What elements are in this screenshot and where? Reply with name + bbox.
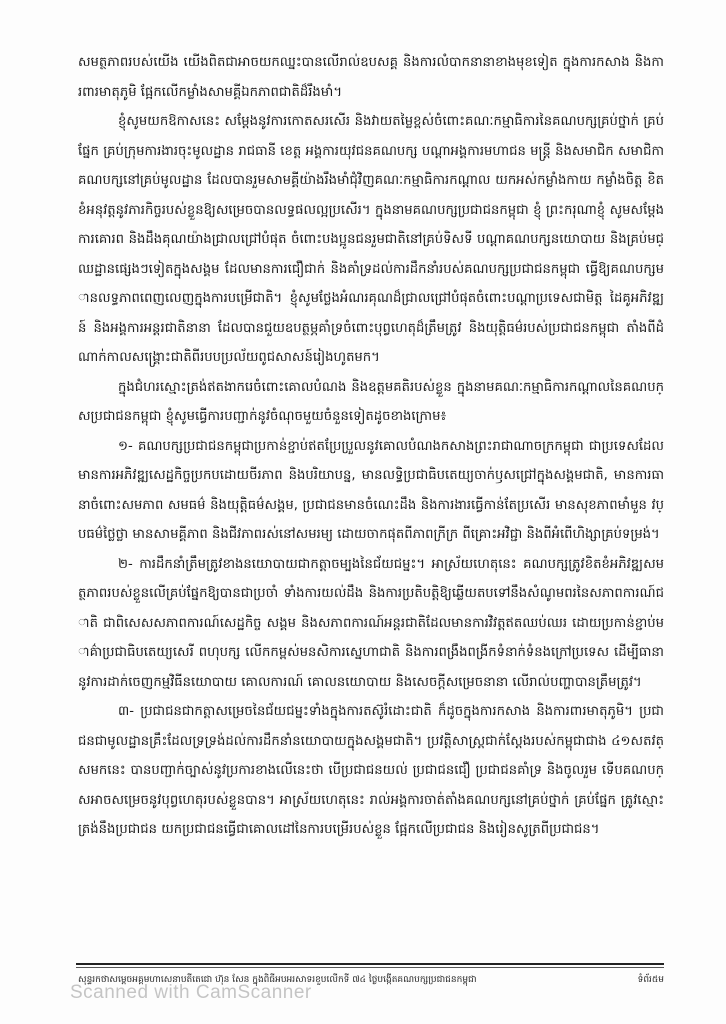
paragraph-acknowledgement: ខ្ញុំសូមយកឱកាសនេះ សម្តែងនូវការកោតសរសើរ និងវាយតម្លៃខ្ពស់ចំពោះគណៈកម្មាធិការនៃគណបក្សគ្រប់ថ្នាក់ គ្រប់ផ្នែក គ្រប់ក្រុមការងារចុះមូលដ្ឋាន រាជធានី ខេត្ត អង្គការយុវជនគណបក្ស បណ្តាអង្គការមហាជន មន្ត្រី និងសមាជិក សមាជិកាគណបក្សនៅគ្រប់មូលដ្ឋាន ដែលបានរួមសាមគ្គីយ៉ាងរឹងមាំជុំវិញគណៈកម្មាធិការកណ្តាល យកអស់កម្លាំងកាយ កម្លាំងចិត្ត ខិតខំអនុវត្តនូវភារកិច្ចរបស់ខ្លួនឱ្យសម្រេចបានលទ្ធផលល្អប្រសើរ។ ក្នុងនាមគណបក្សប្រជាជនកម្ពុជា ខ្ញុំ ព្រះករុណាខ្ញុំ សូមសម្តែងការគោរព និងដឹងគុណយ៉ាងជ្រាលជ្រៅបំផុត ចំពោះបងប្អូនជនរួមជាតិនៅគ្រប់ទិសទី បណ្តាគណបក្សនយោបាយ និងគ្រប់មជ្ឈដ្ឋានផ្សេងៗទៀតក្នុងសង្គម ដែលមានការជឿជាក់ និងគាំទ្រដល់ការដឹកនាំរបស់គណបក្សប្រជាជនកម្ពុជា ធ្វើឱ្យគណបក្សមានលទ្ធភាពពេញលេញក្នុងការបម្រើជាតិ។ ខ្ញុំសូមថ្លែងអំណរគុណដ៏ជ្រាលជ្រៅបំផុតចំពោះបណ្តាប្រទេសជាមិត្ត ដៃគូអភិវឌ្ឍន៍ និងអង្គការអន្តរជាតិនានា ដែលបានជួយឧបត្ថម្ភគាំទ្រចំពោះបុព្វហេតុដ៏ត្រឹមត្រូវ និងយុត្តិធម៌របស់ប្រជាជនកម្ពុជា តាំងពីដំណាក់កាលសង្គ្រោះជាតិពីរបបប្រល័យពូជសាសន៍រៀងហូតមក។ — [78, 114, 664, 365]
footer-text: សុន្ទរកថាសម្តេចអគ្គមហាសេនាបតីតេជោ ហ៊ុន សែន ក្នុងពិធីអបអរសាទរខួបលើកទី ៧៤ ថ្ងៃបង្កើតគណបក្សប្រជាជនកម្ពុជា — [78, 975, 477, 985]
document-body — [78, 48, 664, 845]
paragraph-point-1: ១- គណបក្សប្រជាជនកម្ពុជាប្រកាន់ខ្ជាប់ឥតប្រែប្រួលនូវគោលបំណងកសាងព្រះរាជាណាចក្រកម្ពុជា ជាប្រទេសដែលមានការអភិវឌ្ឍសេដ្ឋកិច្ចប្រកបដោយចីរភាព និងបរិយាបន្ន, មានលទ្ធិប្រជាធិបតេយ្យចាក់ឫសជ្រៅក្នុងសង្គមជាតិ, មានការធានាចំពោះសមភាព សមធម៌ និងយុត្តិធម៌សង្គម, ប្រជាជនមានចំណេះដឹង និងការងារធ្វើកាន់តែប្រសើរ មានសុខភាពមាំមួន វប្បធម៌ថ្លៃថ្លា មានសាមគ្គីភាព និងជីវភាពរស់នៅសមរម្យ ដោយចាកផុតពីភាពក្រីក្រ ពីគ្រោះអវិជ្ជា និងពីអំពើហិង្សាគ្រប់ទម្រង់។ — [78, 438, 664, 542]
paragraph-point-3: ៣- ប្រជាជនជាកត្តាសម្រេចនៃជ័យជម្នះទាំងក្នុងការតស៊ូរំដោះជាតិ ក៏ដូចក្នុងការកសាង និងការពារមាតុភូមិ។ ប្រជាជនជាមូលដ្ឋានគ្រឹះដែលទ្រទ្រង់ដល់ការដឹកនាំនយោបាយក្នុងសង្គមជាតិ។ ប្រវត្តិសាស្ត្រជាក់ស្តែងរបស់កម្ពុជាជាង ៤១សតវត្សមកនេះ បានបញ្ជាក់ច្បាស់នូវប្រការខាងលើនេះថា បើប្រជាជនយល់ ប្រជាជនជឿ ប្រជាជនគាំទ្រ និងចូលរួម ទើបគណបក្សអាចសម្រេចនូវបុព្វហេតុរបស់ខ្លួនបាន។ អាស្រ័យហេតុនេះ រាល់អង្គការចាត់តាំងគណបក្សនៅគ្រប់ថ្នាក់ គ្រប់ផ្នែក ត្រូវស្មោះត្រង់នឹងប្រជាជន យកប្រជាជនធ្វើជាគោលដៅនៃការបម្រើរបស់ខ្លួន ផ្អែកលើប្រជាជន និងរៀនសូត្រពីប្រជាជន។ — [78, 704, 664, 837]
footer-divider-thin — [76, 967, 664, 968]
paragraph-point-2: ២- ការដឹកនាំត្រឹមត្រូវខាងនយោបាយជាកត្តាចម្បងនៃជ័យជម្នះ។ អាស្រ័យហេតុនេះ គណបក្សត្រូវខិតខំអភិវឌ្ឍសមត្ថភាពរបស់ខ្លួនលើគ្រប់ផ្នែកឱ្យបានជាប្រចាំ ទាំងការយល់ដឹង និងការប្រតិបត្តិឱ្យឆ្លើយតបទៅនឹងសំណូមពរនៃសភាពការណ៍ជាតិ ជាពិសេសសភាពការណ៍សេដ្ឋកិច្ច សង្គម និងសភាពការណ៍អន្តរជាតិដែលមានការវិវត្តឥតឈប់ឈរ ដោយប្រកាន់ខ្ជាប់មាគ៌ាប្រជាធិបតេយ្យសេរី ពហុបក្ស លើកកម្ពស់មនសិការស្នេហាជាតិ និងការពង្រឹងពង្រីកទំនាក់ទំនងក្រៅប្រទេស ដើម្បីធានានូវការដាក់ចេញកម្មវិធីនយោបាយ គោលការណ៍ គោលនយោបាយ និងសេចក្តីសម្រេចនានា លើរាល់បញ្ហាបានត្រឹមត្រូវ។ — [78, 556, 664, 690]
paragraph-continuation: សមត្ថភាពរបស់យើង យើងពិតជាអាចយកឈ្នះបានលើរាល់ឧបសគ្គ និងការលំបាកនានាខាងមុខទៀត ក្នុងការកសាង និងការពារមាតុភូមិ ផ្អែកលើកម្លាំងសាមគ្គីឯកភាពជាតិដ៏រឹងមាំ។ — [78, 55, 664, 100]
paragraph-intro-points: ក្នុងជំហរស្មោះត្រង់ឥតងាករេចំពោះគោលបំណង និងឧត្តមគតិរបស់ខ្លួន ក្នុងនាមគណៈកម្មាធិការកណ្តាលនៃគណបក្សប្រជាជនកម្ពុជា ខ្ញុំសូមធ្វើការបញ្ជាក់នូវចំណុចមួយចំនួនទៀតដូចខាងក្រោម៖ — [78, 379, 664, 424]
footer-divider — [76, 963, 664, 965]
page-number: ទំព័រ៥ម — [637, 975, 664, 985]
scanner-watermark: Scanned with CamScanner — [70, 982, 312, 1003]
